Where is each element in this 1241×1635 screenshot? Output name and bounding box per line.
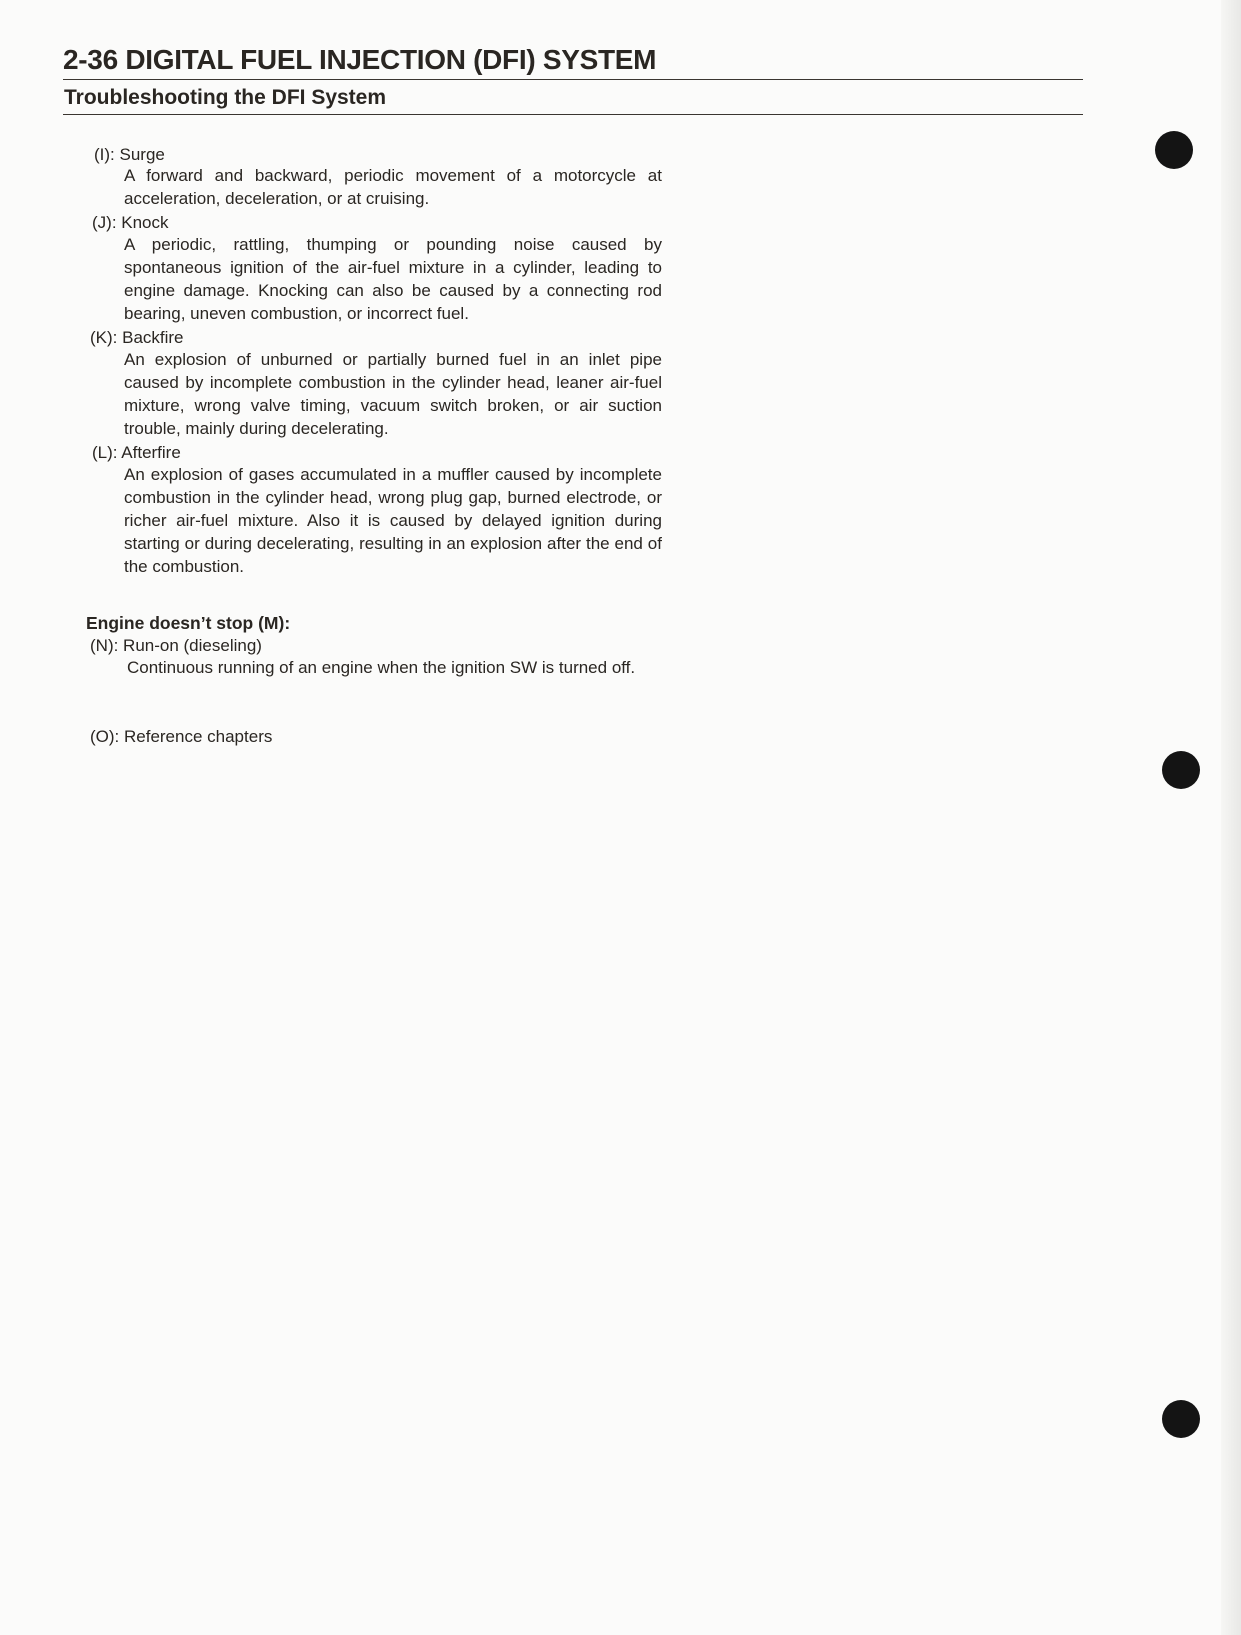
- binder-hole-top: [1155, 131, 1193, 169]
- reference-chapters: (O): Reference chapters: [90, 727, 273, 746]
- entry-desc-surge: A forward and backward, periodic movement of a motorcycle at acceleration, deceleration, or at cruising.: [124, 166, 662, 208]
- page-title: 2-36 DIGITAL FUEL INJECTION (DFI) SYSTEM: [63, 44, 657, 75]
- subtitle-rule: [63, 114, 1083, 115]
- entry-desc-backfire: An explosion of unburned or partially burned fuel in an inlet pipe caused by incomplete combustion in the cylinder head, leaner air-fuel mixture, wrong valve timing, vacuum switch broken, or air suction trouble, mainly during decelerating.: [124, 350, 662, 438]
- title-rule: [63, 79, 1083, 80]
- binder-hole-bottom: [1162, 1400, 1200, 1438]
- entry-term-backfire: (K): Backfire: [90, 328, 184, 347]
- entry-term-afterfire: (L): Afterfire: [92, 443, 181, 462]
- section-title: Troubleshooting the DFI System: [64, 86, 387, 109]
- entry-term-surge: (I): Surge: [94, 145, 165, 164]
- entry-desc-knock: A periodic, rattling, thumping or pounding noise caused by spontaneous ignition of the air-fuel mixture in a cylinder, leading to engine damage. Knocking can also be caused by a connecting rod bearing, uneven combustion, or incorrect fuel.: [124, 235, 662, 323]
- page-edge: [1221, 0, 1241, 1635]
- entry-desc-run-on: Continuous running of an engine when the ignition SW is turned off.: [127, 658, 636, 677]
- engine-stop-heading: Engine doesn’t stop (M):: [86, 613, 291, 633]
- entry-term-run-on: (N): Run-on (dieseling): [90, 636, 262, 655]
- binder-hole-middle: [1162, 751, 1200, 789]
- entry-desc-afterfire: An explosion of gases accumulated in a muffler caused by incomplete combustion in the cylinder head, wrong plug gap, burned electrode, or richer air-fuel mixture. Also it is caused by delayed ignition during starting or during decelerating, resulting in an explosion after the end of the combustion.: [124, 465, 662, 576]
- entry-term-knock: (J): Knock: [92, 213, 169, 232]
